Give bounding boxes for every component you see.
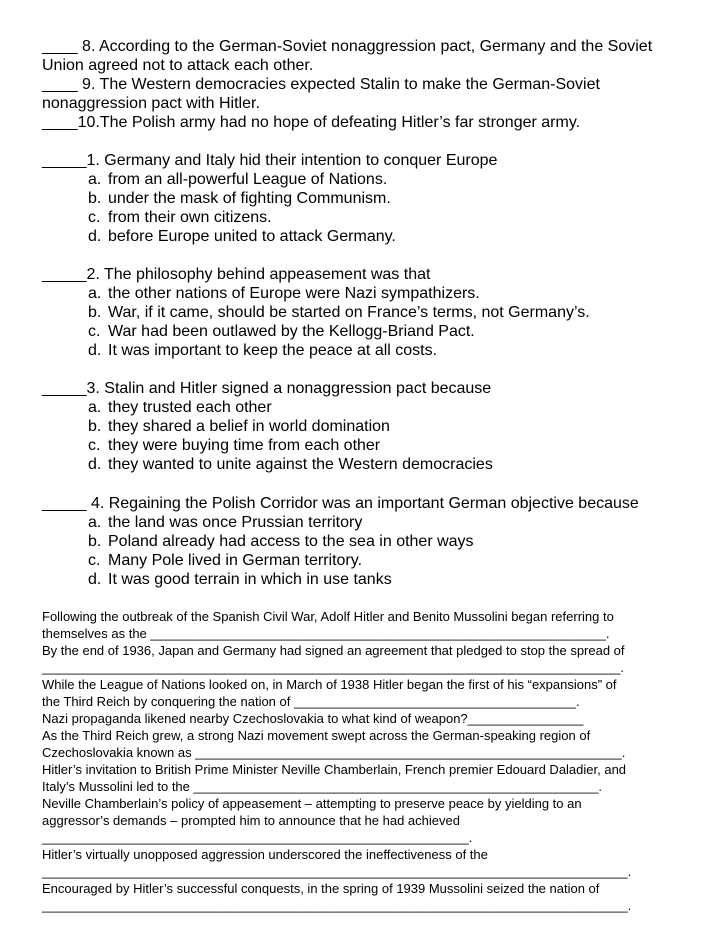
mc-question-4-option-d xyxy=(88,570,392,589)
option-letter: c. xyxy=(88,323,101,340)
fill-in-line: Nazi propaganda likened nearby Czechoslovakia to what kind of weapon?________________ xyxy=(42,711,584,726)
option-letter: a. xyxy=(88,514,102,531)
option-text: War, if it came, should be started on France’s terms, not Germany’s. xyxy=(108,304,590,321)
mc-question-1-option-a xyxy=(88,170,387,189)
fill-in-line: Hitler’s virtually unopposed aggression underscored the ineffectiveness of the xyxy=(42,847,488,862)
fill-in-line: As the Third Reich grew, a strong Nazi movement swept across the German-speaking region of xyxy=(42,728,591,743)
option-text: It was good terrain in which in use tanks xyxy=(108,571,392,588)
option-letter: d. xyxy=(88,456,102,473)
mc-question-4-stem: _____ 4. Regaining the Polish Corridor was an important German objective because xyxy=(42,495,639,512)
mc-question-2-stem: _____2. The philosophy behind appeasement was that xyxy=(42,266,431,283)
mc-question-4-option-c xyxy=(88,551,362,570)
fill-in-line: Italy’s Mussolini led to the ________________________________________________________. xyxy=(42,779,602,794)
option-letter: b. xyxy=(88,533,102,550)
option-text: the land was once Prussian territory xyxy=(108,514,363,531)
mc-question-2-option-a xyxy=(88,284,480,303)
option-letter: a. xyxy=(88,285,102,302)
option-text: Many Pole lived in German territory. xyxy=(108,552,363,569)
option-letter: a. xyxy=(88,399,102,416)
option-text: they trusted each other xyxy=(108,399,272,416)
fill-in-line: ___________________________________________________________. xyxy=(42,830,473,845)
tf-question-8-line2: Union agreed not to attack each other. xyxy=(42,57,314,74)
fill-in-line: _________________________________________________________________________________. xyxy=(42,864,632,879)
mc-question-3-option-b xyxy=(88,417,390,436)
mc-question-3-stem: _____3. Stalin and Hitler signed a nonaggression pact because xyxy=(42,380,492,397)
fill-in-line: Following the outbreak of the Spanish Civil War, Adolf Hitler and Benito Mussolini began referring to xyxy=(42,609,614,624)
option-text: It was important to keep the peace at all costs. xyxy=(108,342,438,359)
fill-in-line: Neville Chamberlain’s policy of appeasement – attempting to preserve peace by yielding to an xyxy=(42,796,582,811)
option-letter: a. xyxy=(88,171,102,188)
option-text: they shared a belief in world domination xyxy=(108,418,390,435)
option-letter: d. xyxy=(88,228,102,245)
option-text: Poland already had access to the sea in other ways xyxy=(108,533,474,550)
option-text: from their own citizens. xyxy=(108,209,272,226)
fill-in-line: Hitler’s invitation to British Prime Minister Neville Chamberlain, French premier Edouard Daladier, and xyxy=(42,762,627,777)
tf-question-9-line1: ____ 9. The Western democracies expected Stalin to make the German-Soviet xyxy=(42,76,600,93)
fill-in-line: aggressor’s demands – prompted him to announce that he had achieved xyxy=(42,813,460,828)
fill-in-line: the Third Reich by conquering the nation of _______________________________________. xyxy=(42,694,580,709)
mc-question-4-option-b xyxy=(88,532,474,551)
option-text: they wanted to unite against the Western democracies xyxy=(108,456,493,473)
option-letter: b. xyxy=(88,304,102,321)
option-text: War had been outlawed by the Kellogg-Briand Pact. xyxy=(108,323,475,340)
option-text: under the mask of fighting Communism. xyxy=(108,190,391,207)
fill-in-line: Encouraged by Hitler’s successful conquests, in the spring of 1939 Mussolini seized the nation of xyxy=(42,881,600,896)
mc-question-1-option-b xyxy=(88,189,391,208)
fill-in-line: By the end of 1936, Japan and Germany had signed an agreement that pledged to stop the spread of xyxy=(42,643,625,658)
mc-question-2-option-c xyxy=(88,322,475,341)
mc-question-3-option-c xyxy=(88,436,380,455)
mc-question-2-option-b xyxy=(88,303,590,322)
mc-question-3-option-a xyxy=(88,398,272,417)
option-text: before Europe united to attack Germany. xyxy=(108,228,396,245)
option-letter: b. xyxy=(88,418,102,435)
mc-question-4-option-a xyxy=(88,513,362,532)
fill-in-line: Czechoslovakia known as ___________________________________________________________. xyxy=(42,745,626,760)
option-letter: c. xyxy=(88,552,101,569)
tf-question-10: ____10.The Polish army had no hope of defeating Hitler’s far stronger army. xyxy=(42,114,581,131)
option-letter: d. xyxy=(88,571,102,588)
fill-in-line: themselves as the _______________________________________________________________. xyxy=(42,626,610,641)
fill-in-line: _________________________________________________________________________________. xyxy=(42,898,632,913)
mc-question-1-option-d xyxy=(88,227,396,246)
mc-question-2-option-d xyxy=(88,341,437,360)
option-text: the other nations of Europe were Nazi sympathizers. xyxy=(108,285,480,302)
mc-question-3-option-d xyxy=(88,455,493,474)
fill-in-line: While the League of Nations looked on, in March of 1938 Hitler began the first of his “expansions” of xyxy=(42,677,617,692)
tf-question-9-line2: nonaggression pact with Hitler. xyxy=(42,95,260,112)
mc-question-1-option-c xyxy=(88,208,272,227)
option-text: from an all-powerful League of Nations. xyxy=(108,171,388,188)
option-letter: c. xyxy=(88,437,101,454)
option-letter: c. xyxy=(88,209,101,226)
option-text: they were buying time from each other xyxy=(108,437,381,454)
option-letter: d. xyxy=(88,342,102,359)
mc-question-1-stem: _____1. Germany and Italy hid their intention to conquer Europe xyxy=(42,152,498,169)
option-letter: b. xyxy=(88,190,102,207)
tf-question-8-line1: ____ 8. According to the German-Soviet nonaggression pact, Germany and the Soviet xyxy=(42,38,653,55)
fill-in-line: ________________________________________________________________________________. xyxy=(42,660,625,675)
